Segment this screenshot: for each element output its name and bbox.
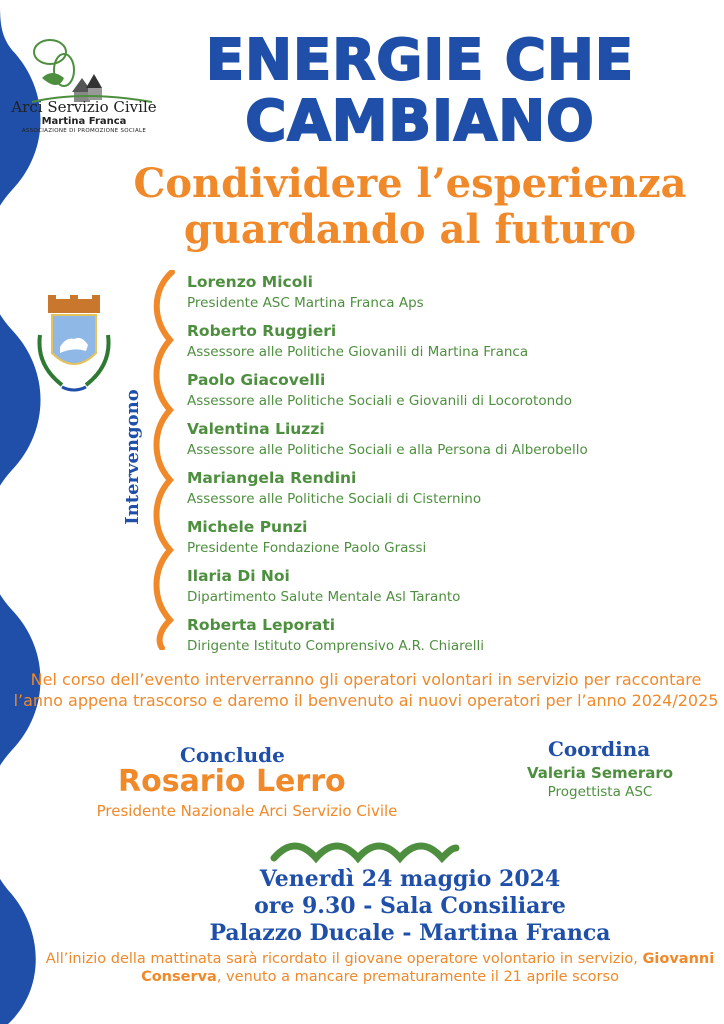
speaker-name: Valentina Liuzzi: [187, 420, 325, 438]
speaker-role: Presidente ASC Martina Franca Aps: [187, 295, 424, 311]
title-line-2: CAMBIANO: [245, 89, 595, 154]
list-item: [187, 272, 707, 321]
decorative-wave-left: [0, 0, 60, 1024]
conclude-name: Rosario Lerro: [118, 764, 346, 799]
coordina-label: Coordina: [548, 737, 651, 761]
coordina-role: Progettista ASC: [547, 784, 653, 800]
event-venue: Palazzo Ducale - Martina Franca: [209, 920, 611, 946]
title-line-1: ENERGIE CHE: [205, 28, 635, 93]
footer-text: [40, 950, 720, 986]
list-item: [187, 468, 707, 517]
speaker-role: Dipartimento Salute Mentale Asl Taranto: [187, 589, 461, 605]
speaker-role: Dirigente Istituto Comprensivo A.R. Chiarelli: [187, 638, 484, 654]
list-item: [187, 370, 707, 419]
conclude-label: Conclude: [180, 743, 285, 767]
speakers-list: [187, 272, 707, 664]
event-time-place: ore 9.30 - Sala Consiliare: [254, 893, 566, 919]
speaker-role: Assessore alle Politiche Sociali e alla Persona di Alberobello: [187, 442, 588, 458]
footer-text-start: All’inizio della mattinata sarà ricordato il giovane operatore volontario in servizio,: [45, 951, 643, 967]
municipal-crest-icon: [32, 295, 116, 395]
logo-city: Martina Franca: [41, 116, 127, 127]
speaker-name: Roberta Leporati: [187, 616, 336, 634]
speaker-name: Roberto Ruggieri: [187, 322, 337, 340]
speaker-name: Paolo Giacovelli: [187, 371, 326, 389]
decorative-bracket: [148, 270, 182, 650]
speaker-role: Assessore alle Politiche Sociali e Giovanili di Locorotondo: [187, 393, 572, 409]
conclude-role: Presidente Nazionale Arci Servizio Civile: [96, 802, 398, 820]
decorative-wave-green: [270, 838, 460, 866]
speaker-name: Michele Punzi: [187, 518, 308, 536]
subtitle-line-2: guardando al futuro: [183, 206, 637, 253]
speaker-role: Assessore alle Politiche Sociali di Cisternino: [187, 491, 482, 507]
footer-highlight-name: Giovanni Conserva: [141, 951, 715, 985]
event-date: Venerdì 24 maggio 2024: [259, 866, 561, 892]
footer-text-end: , venuto a mancare prematuramente il 21 aprile scorso: [216, 969, 619, 985]
logo-name: Arci Servizio Civile: [11, 98, 157, 116]
speaker-role: Presidente Fondazione Paolo Grassi: [187, 540, 427, 556]
speaker-name: Lorenzo Micoli: [187, 273, 313, 291]
list-item: [187, 517, 707, 566]
list-item: [187, 566, 707, 615]
speaker-name: Ilaria Di Noi: [187, 567, 290, 585]
speaker-role: Assessore alle Politiche Giovanili di Martina Franca: [187, 344, 529, 360]
speaker-name: Mariangela Rendini: [187, 469, 357, 487]
speakers-label: Intervengono: [122, 389, 143, 525]
logo-association: ASSOCIAZIONE DI PROMOZIONE SOCIALE: [21, 128, 147, 134]
list-item: [187, 419, 707, 468]
coordina-name: Valeria Semeraro: [526, 764, 674, 782]
intro-text: Nel corso dell’evento interverranno gli operatori volontari in servizio per raccontare l’anno appena trascorso e daremo il benvenuto ai nuovi operatori per l’anno 2024/2025: [13, 670, 719, 710]
subtitle-line-1: Condividere l’esperienza: [133, 160, 687, 207]
list-item: [187, 615, 707, 664]
list-item: [187, 321, 707, 370]
